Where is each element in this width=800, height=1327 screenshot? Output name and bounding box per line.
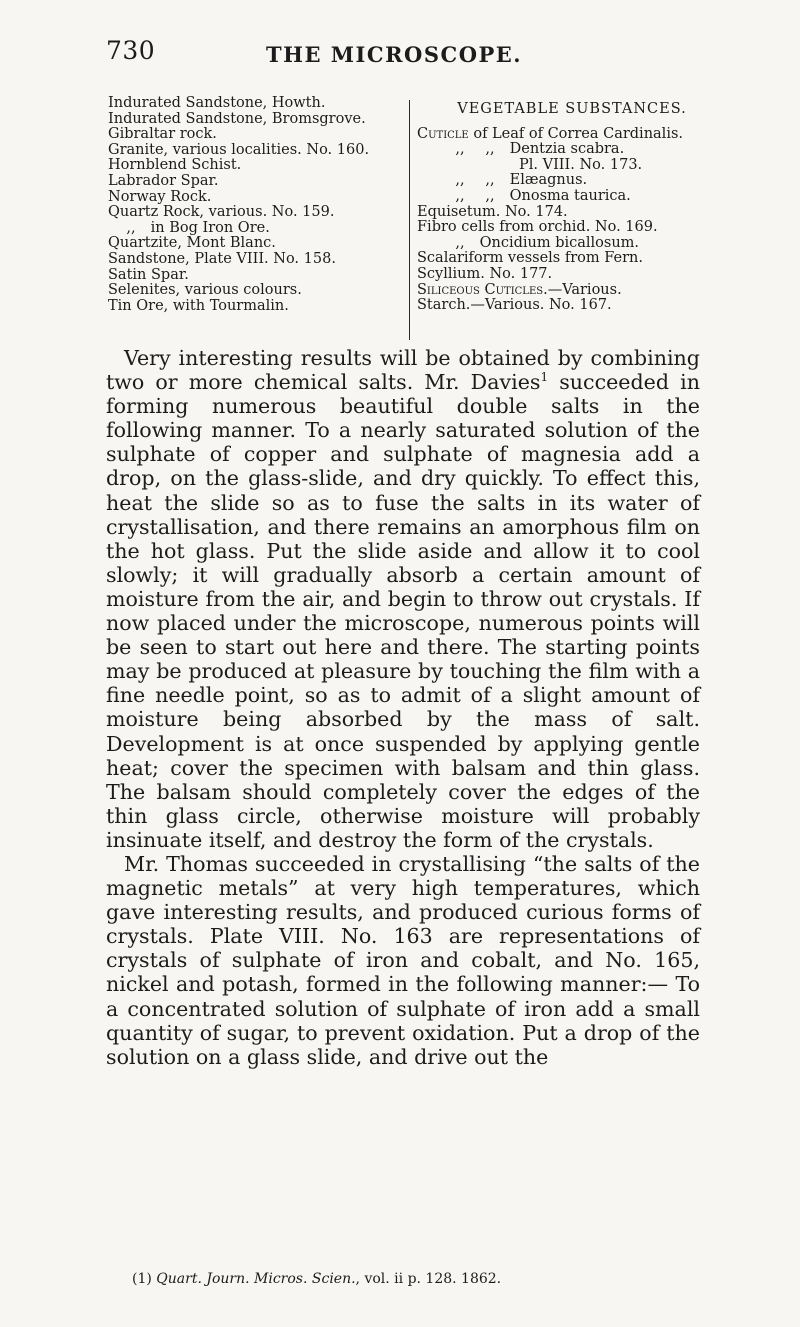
list-item [417,127,727,143]
small-caps-label: Siliceous Cuticles. [417,281,548,298]
footnote-citation: Quart. Journ. Micros. Scien. [156,1271,356,1287]
list-item-text: in Bog Iron Ore. [150,219,270,236]
list-item-text: —Various. [547,281,622,298]
list-item [417,236,727,252]
list-item [417,283,727,299]
list-item-text: of Leaf of Correa Cardinalis. [468,125,684,142]
body-text [106,346,700,1069]
list-item [417,142,727,158]
list-item-text: Oncidium bicallosum. [479,234,640,251]
page-number: 730 [106,36,156,65]
list-item: Quartz Rock, various. No. 159. [108,204,335,221]
running-head: THE MICROSCOPE. [266,42,523,67]
list-item: Gibraltar rock. [108,126,217,143]
section-heading: VEGETABLE SUBSTANCES. [457,101,687,117]
ditto-mark: ,, [455,172,465,189]
list-item-text: Elæagnus. [509,172,588,189]
list-item: Scyllium. No. 177. [417,265,553,282]
column-divider [409,100,410,340]
list-item: Selenites, various colours. [108,282,302,299]
vegetable-list [417,96,727,314]
list-item: Fibro cells from orchid. No. 169. [417,219,658,236]
paragraph: Mr. Thomas succeeded in crystallising “the salts of the magnetic metals” at very high temperatures, which gave interesting results, and produced curious forms of crystals. Plate VIII. No. 163 are representations of crystals of sulphate of iron and cobalt, and No. 165, nickel and potash, formed in the following manner:— To a concentrated solution of sulphate of iron add a small quantity of sugar, to prevent oxidation. Put a drop of the solution on a glass slide, and drive out the [106,851,700,1069]
list-item: Indurated Sandstone, Howth. [108,95,326,111]
paragraph-text: succeeded in forming numerous beautiful double salts in the following manner. To a nearly saturated solution of the sulphate of copper and sulphate of magnesia add a drop, on the glass-slide, and dry quickly. To effect this, heat the slide so as to fuse the salts in its water of crystallisation, and there remains an amorphous film on the hot glass. Put the slide aside and allow it to cool slowly; it will gradually absorb a certain amount of moisture from the air, and begin to throw out crystals. If now placed under the microscope, numerous points will be seen to start out here and there. The starting points may be produced at pleasure by touching the film with a fine needle point, so as to admit of a slight amount of moisture being absorbed by the mass of salt. Development is at once suspended by applying gentle heat; cover the specimen with balsam and thin glass. The balsam should completely cover the edges of the thin glass circle, otherwise moisture will probably insinuate itself, and destroy the form of the crystals. [106,370,700,852]
list-item: Hornblend Schist. [108,157,242,174]
ditto-mark: ,, [455,187,465,204]
list-item: Granite, various localities. No. 160. [108,141,370,158]
list-item [417,189,727,205]
list-item: Norway Rock. [108,188,212,205]
ditto-mark: ,, [126,219,136,236]
small-caps-label: Cuticle [417,125,469,142]
list-item: Indurated Sandstone, Bromsgrove. [108,110,366,127]
list-item: Scalariform vessels from Fern. [417,250,643,267]
list-item: Sandstone, Plate VIII. No. 158. [108,250,336,267]
footnote-ref: 1 [540,370,549,385]
paragraph [106,346,700,852]
footnote-marker: (1) [132,1271,152,1287]
ditto-mark: ,, [455,234,465,251]
list-item [108,221,404,237]
list-item-continuation: Pl. VIII. No. 173. [519,156,643,173]
list-item-text: Dentzia scabra. [509,141,625,158]
footnote [132,1271,501,1287]
ditto-mark: ,, [485,141,495,158]
list-item: Starch.—Various. No. 167. [417,297,612,314]
list-item: Satin Spar. [108,266,189,283]
list-item-text: Onosma taurica. [509,187,631,204]
paragraph-text: Very interesting results will be obtained by combining two or more chemical salts. Mr. Davies [106,346,700,395]
ditto-mark: ,, [485,187,495,204]
list-item: Quartzite, Mont Blanc. [108,235,276,252]
list-item: Tin Ore, with Tourmalin. [108,297,289,314]
specimen-lists [108,96,728,339]
ditto-mark: ,, [455,141,465,158]
ditto-mark: ,, [485,172,495,189]
footnote-text: , vol. ii p. 128. 1862. [355,1271,502,1287]
list-item: Equisetum. No. 174. [417,203,568,220]
list-item [417,173,727,189]
list-item: Labrador Spar. [108,172,219,189]
mineral-list [108,96,404,314]
